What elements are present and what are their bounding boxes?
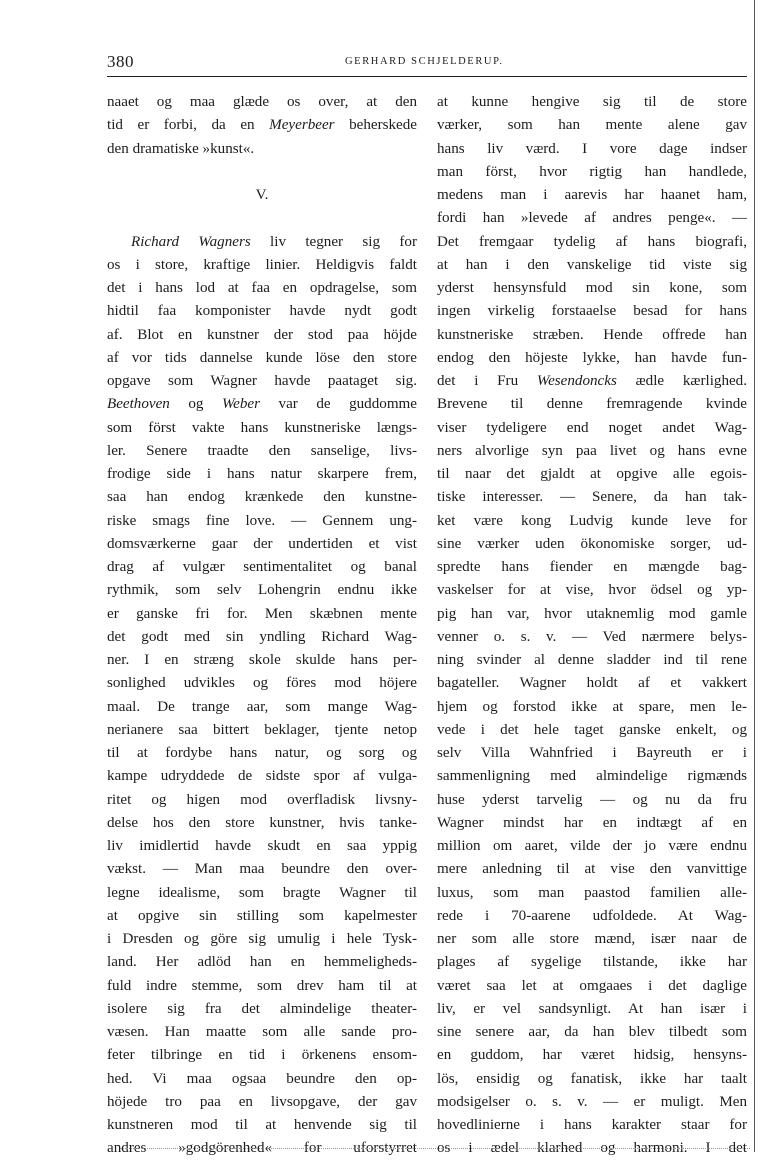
text-line — [107, 1021, 417, 1044]
text-line — [107, 463, 417, 486]
line-text: höjede tro paa en livsopgave, der gav — [107, 1093, 417, 1110]
text-line — [107, 138, 417, 161]
line-text: og — [169, 396, 222, 413]
line-text: legne idealisme, som bragte Wagner til — [107, 884, 417, 901]
line-text: liv, er vel sandsynligt. At han især i — [437, 1000, 747, 1017]
text-line — [437, 765, 747, 788]
text-line — [437, 789, 747, 812]
text-line — [107, 184, 417, 207]
italic-name: Beethoven — [107, 396, 170, 413]
line-text: fordi han »levede af andres penge«. — — [437, 210, 747, 227]
text-line — [437, 882, 747, 905]
line-text: plages af sygelige tilstande, ikke har — [437, 954, 747, 971]
page-header — [107, 52, 747, 77]
line-text: tiske interesser. — Senere, da han tak- — [437, 489, 747, 506]
left-text-column — [107, 91, 417, 1161]
text-line — [437, 649, 747, 672]
line-text: frodige side i hans natur skarpere frem, — [107, 466, 417, 482]
text-line — [437, 207, 747, 230]
line-text: en guddom, har været hidsig, hensyns- — [437, 1047, 747, 1064]
text-line — [107, 1091, 417, 1114]
text-line — [437, 393, 747, 416]
line-text: var de guddomme — [260, 396, 418, 413]
text-line — [437, 417, 747, 440]
text-line — [437, 951, 747, 974]
line-text: tid er forbi, da en — [107, 117, 270, 134]
line-text: det godt med sin yndling Richard Wag- — [107, 628, 417, 645]
text-line — [107, 300, 417, 323]
line-text: ner. I en stræng skole skulde hans per- — [107, 652, 417, 668]
text-line — [437, 440, 747, 463]
line-text: kunstneren mod til at henvende sig til — [107, 1117, 417, 1133]
line-text: ner som alle store mænd, især naar de — [437, 931, 747, 947]
text-line — [107, 1114, 417, 1137]
line-text: ler. Senere traadte den sanselige, livs- — [107, 442, 417, 459]
line-text: maal. De trange aar, som mange Wag- — [107, 698, 417, 715]
line-text: rythmik, som selv Lohengrin endnu ikke — [107, 582, 417, 599]
text-line — [107, 207, 417, 230]
line-text: vede i det hele taget ganske enkelt, og — [437, 721, 747, 738]
text-line — [437, 1021, 747, 1044]
text-line — [437, 533, 747, 556]
text-line — [437, 556, 747, 579]
page-number: 380 — [107, 52, 134, 71]
text-line — [107, 254, 417, 277]
line-text: os i store, kraftige linier. Heldigvis faldt — [107, 256, 417, 273]
line-text: ædle kærlighed. — [616, 373, 748, 389]
text-line — [437, 858, 747, 881]
text-line — [107, 1068, 417, 1091]
text-line — [437, 347, 747, 370]
text-line — [107, 928, 417, 951]
line-text: til naar det gjaldt at opgive alle egois- — [437, 466, 747, 482]
line-text: at opgive sin stilling som kapelmester — [107, 907, 417, 924]
line-text: er ganske fri for. Men skæbnen mente — [107, 605, 417, 622]
text-line — [437, 696, 747, 719]
text-line — [107, 905, 417, 928]
line-text: som först vakte hans kunstneriske længs- — [107, 419, 417, 436]
line-text: Det fremgaar tydelig af hans biografi, — [437, 233, 747, 250]
line-text: vækst. — Man maa beundre den over- — [107, 861, 417, 878]
line-text: venner o. s. v. — Ved nærmere belys- — [437, 628, 747, 645]
text-line — [107, 649, 417, 672]
line-text: modsigelser o. s. v. — er muligt. Men — [437, 1093, 747, 1110]
italic-name: Wesendoncks — [536, 373, 617, 389]
line-text: isolere sig fra det almindelige theater- — [107, 1000, 417, 1017]
text-line — [107, 696, 417, 719]
line-text: feter tilbringe en tid i örkenens ensom- — [107, 1047, 417, 1064]
text-line — [107, 533, 417, 556]
text-line — [107, 370, 417, 393]
line-text: huse yderst tarvelig — og nu da fru — [437, 791, 747, 808]
line-text: hovedlinierne i hans karakter staar for — [437, 1117, 747, 1133]
text-line — [437, 184, 747, 207]
text-line — [437, 114, 747, 137]
text-line — [437, 905, 747, 928]
line-text: af. Blot en kunstner der stod paa höjde — [107, 326, 417, 343]
text-line — [107, 975, 417, 998]
text-line — [107, 1044, 417, 1067]
text-line — [107, 277, 417, 300]
text-line — [437, 1044, 747, 1067]
text-line — [107, 765, 417, 788]
text-line — [107, 579, 417, 602]
text-line — [107, 556, 417, 579]
line-text: at han i den vanskelige tid viste sig — [437, 256, 747, 273]
text-line — [437, 300, 747, 323]
line-text: kampe udryddede de sidste spor af vulga- — [107, 768, 417, 785]
text-line — [437, 835, 747, 858]
text-line — [437, 1068, 747, 1091]
running-title: GERHARD SCHJELDERUP. — [345, 56, 504, 67]
line-text: nerianere saa bittert beklager, tjente netop — [107, 721, 417, 738]
line-text: vaskelser for at vise, hvor ödsel og yp- — [437, 582, 747, 599]
text-line — [437, 603, 747, 626]
text-line — [437, 463, 747, 486]
line-text: sine værker uden ökonomiske sorger, ud- — [437, 535, 747, 552]
text-line — [437, 254, 747, 277]
line-text: fuld indre stemme, som drev ham til at — [107, 977, 417, 994]
line-text: yderst hensynsfuld mod sin kone, som — [437, 280, 747, 296]
line-text: bagateller. Wagner holdt af et vakkert — [437, 675, 747, 692]
text-line — [437, 91, 747, 114]
text-line — [107, 486, 417, 509]
text-line — [107, 161, 417, 184]
line-text: medens man i aarevis har haanet ham, — [437, 187, 747, 203]
text-line — [437, 324, 747, 347]
line-text: at kunne hengive sig til de store — [437, 94, 747, 110]
line-text: luxus, som man paastod familien alle- — [437, 884, 747, 901]
text-line — [437, 998, 747, 1021]
text-line — [107, 626, 417, 649]
right-text-column — [437, 91, 747, 1161]
text-line — [437, 510, 747, 533]
page-footer-rule — [120, 1148, 750, 1149]
page-edge-rule — [754, 0, 755, 1152]
text-line — [107, 417, 417, 440]
line-text: til at fordybe hans natur, og sorg og — [107, 745, 417, 761]
italic-name: Richard Wagners — [131, 233, 251, 250]
line-text: ritet og higen mod overfladisk livsny- — [107, 791, 417, 808]
line-text: riske smags fine love. — Gennem ung- — [107, 512, 417, 529]
text-line — [107, 951, 417, 974]
line-text: man först, hvor rigtig han handlede, — [437, 163, 747, 180]
line-text: i Dresden og göre sig umulig i hele Tysk- — [107, 931, 417, 947]
line-text: lös, ensidig og fanatisk, ikke har taalt — [437, 1070, 747, 1087]
line-text: ners alvorlige syn paa livet og hans evne — [437, 442, 747, 459]
text-line — [107, 91, 417, 114]
line-text: hans liv værd. I vore dage indser — [437, 140, 747, 157]
line-text: mere anledning til at vise den vanvittige — [437, 861, 747, 878]
line-text: saa han endog krænkede den kunstne- — [107, 489, 417, 506]
line-text: ingen virkelig forstaaelse besad for hans — [437, 303, 747, 320]
text-line — [107, 812, 417, 835]
line-text: sammenligning med almindelige rigmænds — [437, 768, 747, 785]
text-line — [437, 579, 747, 602]
line-text: ket være kong Ludvig kunde leve for — [437, 512, 747, 529]
line-text: det i hans lod at faa en opdragelse, som — [107, 280, 417, 296]
line-text: sine senere aar, da han blev tilbedt som — [437, 1024, 747, 1040]
line-text: hidtil faa komponister havde nydt godt — [107, 303, 417, 320]
line-text: spredte hans fiender en mængde bag- — [437, 559, 747, 575]
line-text: været saa let at omgaaes i det daglige — [437, 977, 747, 994]
text-line — [107, 835, 417, 858]
line-text: det i Fru — [437, 373, 537, 389]
text-line — [107, 672, 417, 695]
line-text: os i ædel klarhed og harmoni. I det — [437, 1140, 747, 1157]
text-line — [107, 347, 417, 370]
text-line — [107, 603, 417, 626]
line-text: beherskede — [334, 117, 417, 134]
text-line — [107, 719, 417, 742]
line-text: rede i 70-aarene udfoldede. At Wag- — [437, 907, 747, 924]
line-text: domsværkerne gaar der undertiden et vist — [107, 535, 417, 552]
line-text: million om aaret, vilde der jo være endnu — [437, 838, 747, 854]
line-text: liv tegner sig for — [250, 233, 417, 250]
text-line — [437, 975, 747, 998]
text-line — [107, 882, 417, 905]
line-text: sonlighed udvikles og föres mod höjere — [107, 675, 417, 692]
text-line — [107, 324, 417, 347]
text-line — [437, 1091, 747, 1114]
text-line — [107, 742, 417, 765]
italic-name: Weber — [222, 396, 261, 413]
text-line — [107, 510, 417, 533]
text-line — [437, 138, 747, 161]
text-line — [437, 486, 747, 509]
line-text: selv Villa Wahnfried i Bayreuth er i — [437, 745, 747, 761]
text-line — [107, 231, 417, 254]
line-text: delse hos den store kunstner, hvis tanke- — [107, 814, 417, 831]
text-line — [107, 393, 417, 416]
line-text: drag af vulgær sentimentalitet og banal — [107, 559, 417, 575]
text-line — [107, 789, 417, 812]
text-line — [437, 928, 747, 951]
line-text: liv imidlertid havde skudt en saa yppig — [107, 838, 417, 854]
line-text: V. — [255, 187, 269, 203]
text-line — [107, 440, 417, 463]
line-text: naaet og maa glæde os over, at den — [107, 94, 417, 110]
line-text: pig han var, hvor utaknemlig mod gamle — [437, 605, 747, 622]
line-text: hed. Vi maa ogsaa beundre den op- — [107, 1070, 417, 1087]
line-text: andres »godgörenhed« for uforstyrret — [107, 1140, 417, 1157]
line-text: Wagner mindst har en indtægt af en — [437, 814, 747, 831]
text-line — [107, 858, 417, 881]
text-line — [437, 812, 747, 835]
text-line — [437, 626, 747, 649]
line-text: værker, som han mente alene gav — [437, 117, 747, 134]
text-line — [437, 370, 747, 393]
text-line — [437, 231, 747, 254]
text-line — [107, 998, 417, 1021]
text-line — [437, 719, 747, 742]
line-text: viser tydeligere end noget andet Wag- — [437, 419, 747, 436]
line-text: kunstneriske stræben. Hende offrede han — [437, 326, 747, 343]
italic-name: Meyerbeer — [269, 117, 335, 134]
line-text: hjem og forstod ikke at spare, men le- — [437, 698, 747, 715]
line-text: af vor tids dannelse kunde löse den store — [107, 349, 417, 366]
line-text: opgave som Wagner havde paataget sig. — [107, 373, 417, 389]
line-text: land. Her adlöd han en hemmeligheds- — [107, 954, 417, 971]
text-line — [107, 114, 417, 137]
line-text: væsen. Han maatte som alle sande pro- — [107, 1024, 417, 1040]
line-text: Brevene til denne fremragende kvinde — [437, 396, 747, 413]
line-text: endog den höjeste lykke, han havde fun- — [437, 349, 747, 366]
line-text: ning svinder al denne sladder ind til rene — [437, 652, 747, 668]
text-line — [437, 161, 747, 184]
text-line — [437, 742, 747, 765]
line-text: den dramatiske »kunst«. — [107, 140, 255, 157]
text-line — [437, 672, 747, 695]
text-line — [437, 277, 747, 300]
text-line — [437, 1114, 747, 1137]
